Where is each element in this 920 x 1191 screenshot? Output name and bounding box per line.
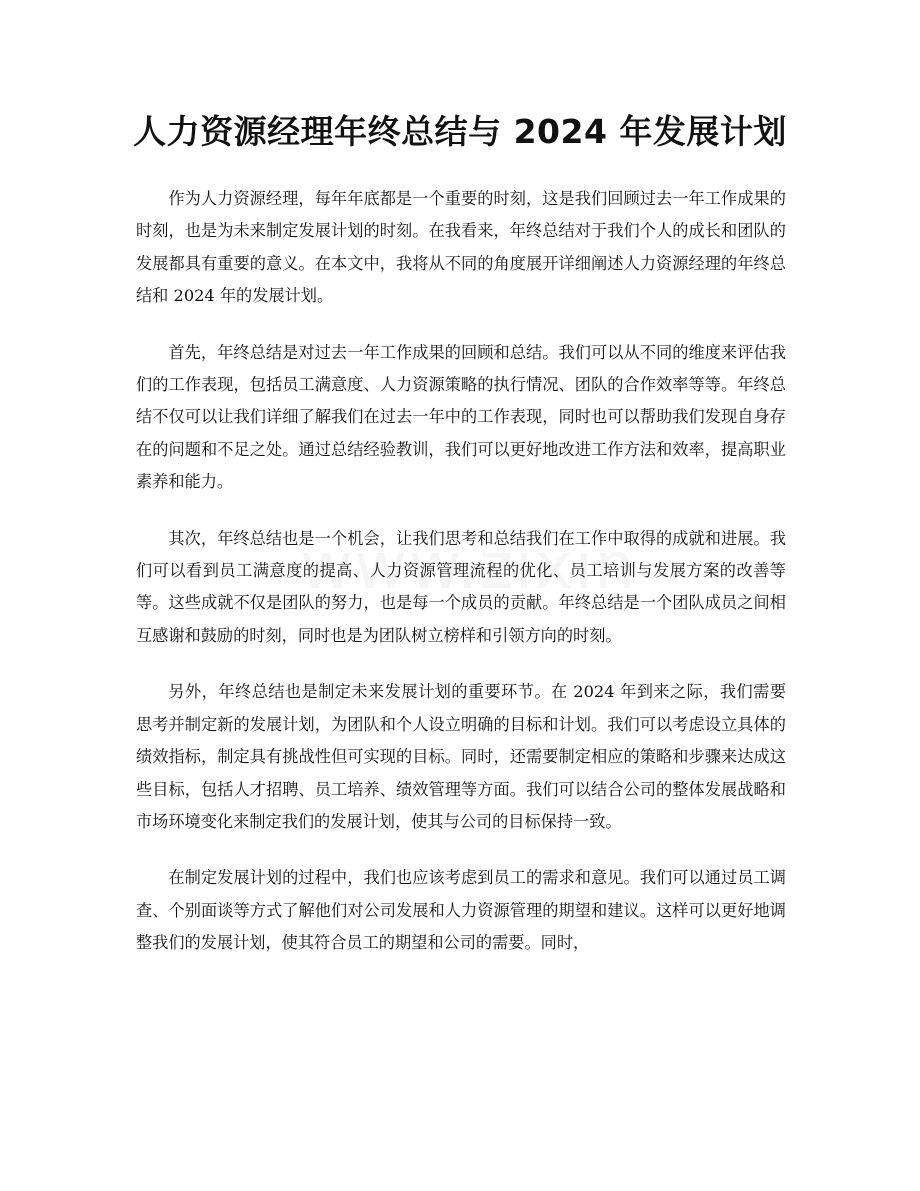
paragraph-3: 其次，年终总结也是一个机会，让我们思考和总结我们在工作中取得的成就和进展。我们可以看到员工满意度的提高、人力资源管理流程的优化、员工培训与发展方案的改善等等。这些成就不仅是团队的努力，也是每一个成员的贡献。年终总结是一个团队成员之间相互感谢和鼓励的时刻，同时也是为团队树立榜样和引领方向的时刻。 <box>136 528 786 645</box>
paragraph-1: 作为人力资源经理，每年年底都是一个重要的时刻，这是我们回顾过去一年工作成果的时刻，也是为未来制定发展计划的时刻。在我看来，年终总结对于我们个人的成长和团队的发展都具有重要的意义。在本文中，我将从不同的角度展开详细阐述人力资源经理的年终总结和 2024 年的发展计划。 <box>136 189 786 306</box>
document-body <box>136 183 786 984</box>
paragraph-4: 另外，年终总结也是制定未来发展计划的重要环节。在 2024 年到来之际，我们需要思考并制定新的发展计划，为团队和个人设立明确的目标和计划。我们可以考虑设立具体的绩效指标，制定具有挑战性但可实现的目标。同时，还需要制定相应的策略和步骤来达成这些目标，包括人才招聘、员工培养、绩效管理等方面。我们可以结合公司的整体发展战略和市场环境变化来制定我们的发展计划，使其与公司的目标保持一致。 <box>136 682 786 831</box>
document-title: 人力资源经理年终总结与 2024 年发展计划 <box>133 112 787 151</box>
paragraph-5: 在制定发展计划的过程中，我们也应该考虑到员工的需求和意见。我们可以通过员工调查、个别面谈等方式了解他们对公司发展和人力资源管理的期望和建议。这样可以更好地调整我们的发展计划，使其符合员工的期望和公司的需要。同时， <box>136 868 786 953</box>
paragraph-2: 首先，年终总结是对过去一年工作成果的回顾和总结。我们可以从不同的维度来评估我们的工作表现，包括员工满意度、人力资源策略的执行情况、团队的合作效率等等。年终总结不仅可以让我们详细了解我们在过去一年中的工作表现，同时也可以帮助我们发现自身存在的问题和不足之处。通过总结经验教训，我们可以更好地改进工作方法和效率，提高职业素养和能力。 <box>136 342 786 492</box>
